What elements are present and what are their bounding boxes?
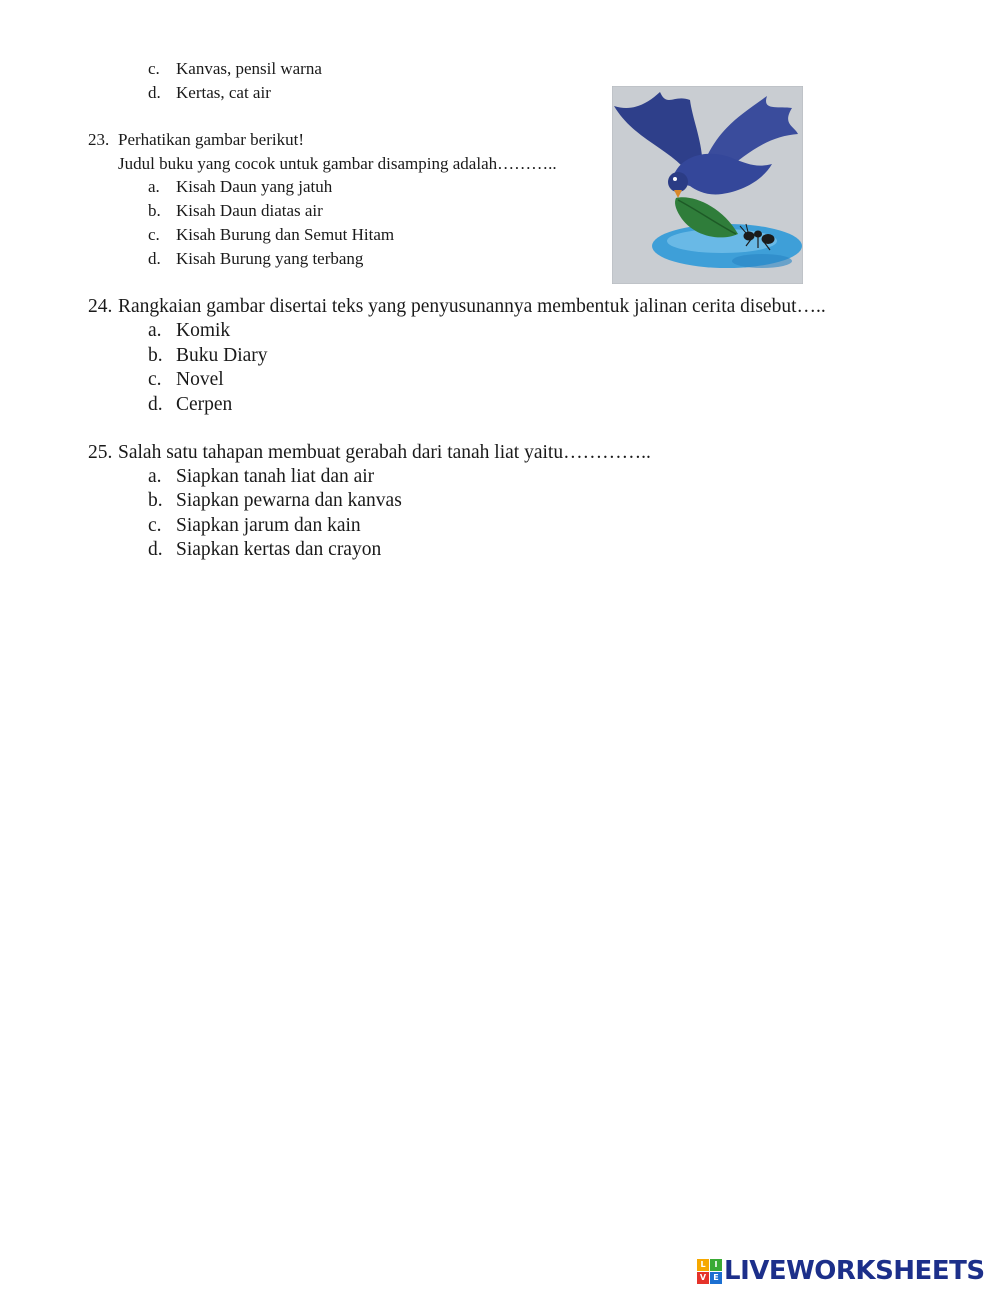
q23-subprompt: Judul buku yang cocok untuk gambar disamping adalah………..	[118, 154, 557, 173]
q23-prompt: 23. Perhatikan gambar berikut!	[88, 130, 304, 149]
q24-option-c: c. Novel	[148, 369, 224, 390]
logo-tile-l: L	[697, 1259, 709, 1271]
logo-tiles	[697, 1259, 722, 1284]
liveworksheets-logo	[697, 1256, 985, 1286]
logo-tile-e: E	[710, 1272, 722, 1284]
q24-option-a: a. Komik	[148, 320, 231, 341]
q25-option-b: b. Siapkan pewarna dan kanvas	[148, 490, 402, 511]
q22-option-d: d. Kertas, cat air	[148, 83, 271, 102]
q25-prompt: 25. Salah satu tahapan membuat gerabah dari tanah liat yaitu…………..	[88, 442, 651, 463]
bird-head	[668, 172, 688, 192]
logo-text: LIVEWORKSHEETS	[724, 1256, 985, 1286]
q23-option-b: b. Kisah Daun diatas air	[148, 201, 323, 220]
q25-option-d: d. Siapkan kertas dan crayon	[148, 539, 382, 560]
q25-option-c: c. Siapkan jarum dan kain	[148, 515, 361, 536]
bird-leaf-ant-illustration	[612, 86, 803, 284]
q24-prompt: 24. Rangkaian gambar disertai teks yang penyusunannya membentuk jalinan cerita disebut…..	[88, 296, 826, 317]
q25-option-a: a. Siapkan tanah liat dan air	[148, 466, 375, 487]
q22-option-c: c. Kanvas, pensil warna	[148, 59, 322, 78]
q23-option-d: d. Kisah Burung yang terbang	[148, 249, 364, 268]
q24-option-b: b. Buku Diary	[148, 345, 268, 366]
logo-tile-v: V	[697, 1272, 709, 1284]
q23-option-a: a. Kisah Daun yang jatuh	[148, 177, 333, 196]
q24-option-d: d. Cerpen	[148, 394, 233, 415]
logo-tile-i: I	[710, 1259, 722, 1271]
q23-option-c: c. Kisah Burung dan Semut Hitam	[148, 225, 395, 244]
